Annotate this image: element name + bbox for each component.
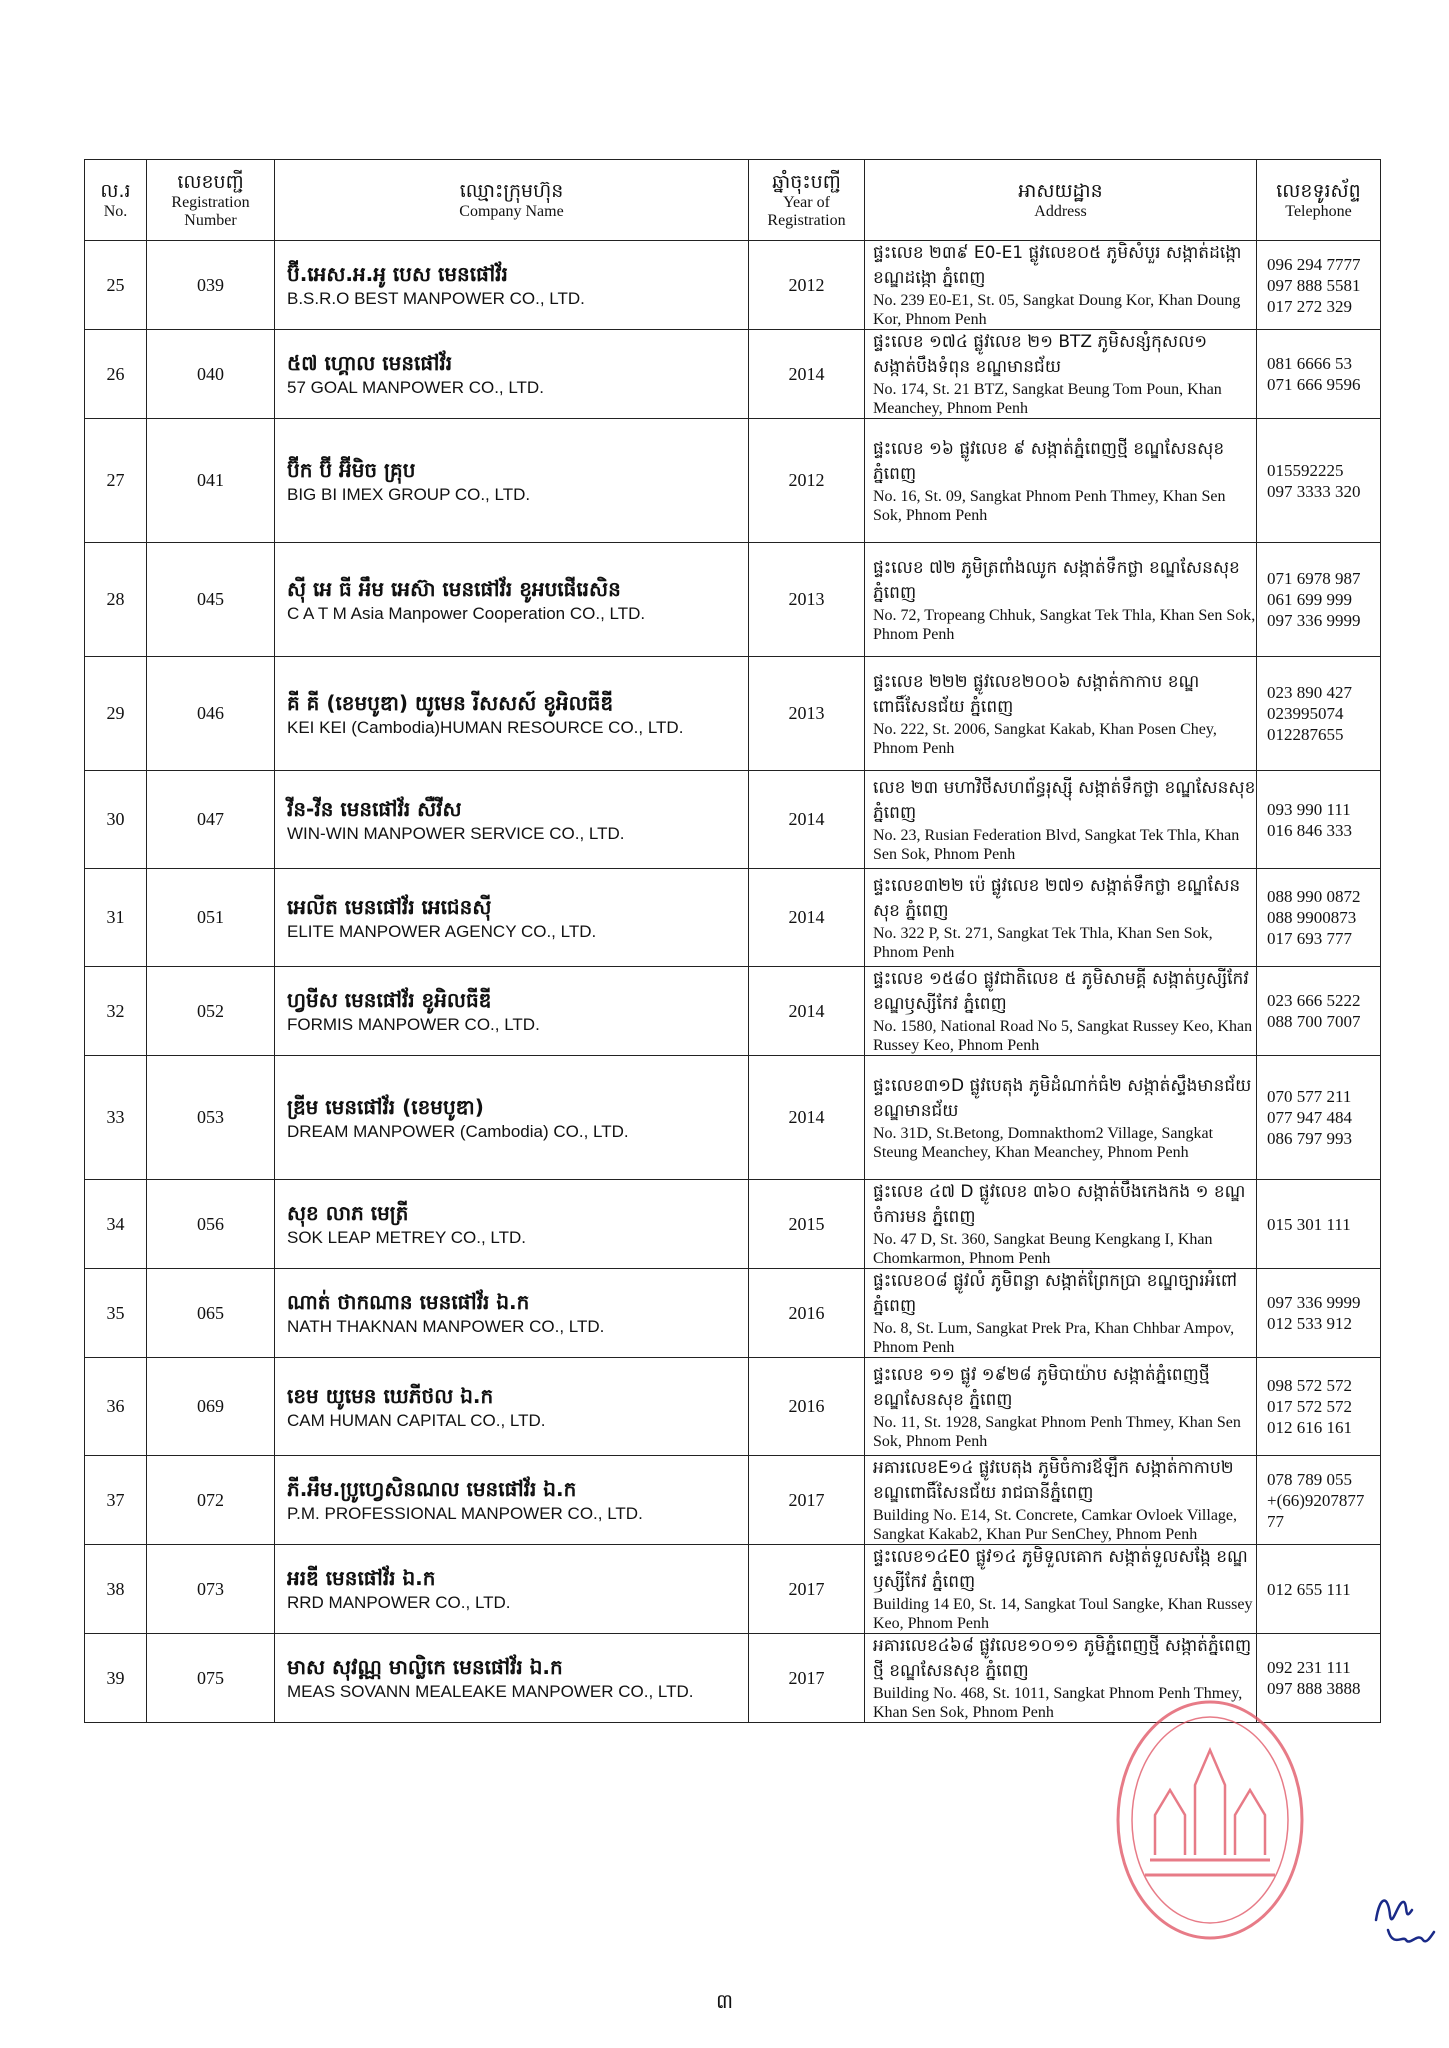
- registration-year: 2012: [749, 419, 865, 543]
- address-en: Building No. E14, St. Concrete, Camkar Ovloek Village, Sangkat Kakab2, Khan Pur SenChey, Phnom Penh: [873, 1507, 1238, 1543]
- company-name-en: B.S.R.O BEST MANPOWER CO., LTD.: [287, 289, 585, 308]
- address-cell: [865, 543, 1257, 657]
- row-number: 37: [85, 1456, 147, 1545]
- row-number: 29: [85, 657, 147, 771]
- row-number: 26: [85, 330, 147, 419]
- address-en: No. 47 D, St. 360, Sangkat Beung Kengkang I, Khan Chomkarmon, Phnom Penh: [873, 1231, 1213, 1267]
- address-km: ផ្ទះលេខ ២៣៩ E0-E1 ផ្លូវលេខ០៥ ភូមិសំបួរ សង្កាត់ដង្កោ ខណ្ឌដង្កោ ភ្នំពេញ: [873, 243, 1242, 288]
- table-row: [85, 1269, 1381, 1358]
- address-en: Building No. 468, St. 1011, Sangkat Phnom Penh Thmey, Khan Sen Sok, Phnom Penh: [873, 1685, 1243, 1721]
- address-cell: [865, 419, 1257, 543]
- address-en: No. 239 E0-E1, St. 05, Sangkat Doung Kor, Khan Doung Kor, Phnom Penh: [873, 292, 1241, 328]
- telephone-cell: 093 990 111 016 846 333: [1257, 771, 1381, 869]
- address-km: ផ្ទះលេខ ១១ ផ្លូវ ១៩២៨ ភូមិបាយ៉ាប សង្កាត់ភ្នំពេញថ្មី ខណ្ឌសែនសុខ ភ្នំពេញ: [873, 1364, 1210, 1410]
- address-cell: [865, 330, 1257, 419]
- table-row: [85, 1180, 1381, 1269]
- registration-number: 047: [147, 771, 275, 869]
- address-km: ផ្ទះលេខ៣២២ ប៉េ ផ្លូវលេខ ២៧១ សង្កាត់ទឹកថ្លា ខណ្ឌសែនសុខ ភ្នំពេញ: [873, 875, 1241, 921]
- company-name-en: SOK LEAP METREY CO., LTD.: [287, 1228, 527, 1247]
- company-name-km: ប៊ី.អេស.អ.អូ បេស មេនផៅវ័រ: [287, 262, 508, 286]
- col-registration-header: លេខបញ្ជី Registration Number: [147, 160, 275, 241]
- address-en: No. 72, Tropeang Chhuk, Sangkat Tek Thla, Khan Sen Sok, Phnom Penh: [873, 606, 1256, 643]
- registration-year: 2014: [749, 330, 865, 419]
- company-name-en: FORMIS MANPOWER CO., LTD.: [287, 1015, 540, 1034]
- address-en: No. 16, St. 09, Sangkat Phnom Penh Thmey, Khan Sen Sok, Phnom Penh: [873, 487, 1226, 524]
- company-name-en: NATH THAKNAN MANPOWER CO., LTD.: [287, 1317, 605, 1336]
- telephone-cell: 078 789 055 +(66)9207877 77: [1257, 1456, 1381, 1545]
- address-en: No. 31D, St.Betong, Domnakthom2 Village, Sangkat Steung Meanchey, Khan Meanchey, Phnom Penh: [873, 1124, 1214, 1161]
- company-name-km: វីន-វីន មេនផៅវ័រ សឺវីស: [287, 796, 462, 821]
- address-km: អគារលេខE១៤ ផ្លូវបេតុង ភូមិចំការឪឡឹក សង្កាត់កាកាប២ ខណ្ឌពោធិ៍សែនជ័យ រាជធានីភ្នំពេញ: [873, 1458, 1234, 1503]
- company-name-cell: [275, 869, 749, 967]
- company-name-cell: [275, 657, 749, 771]
- row-number: 36: [85, 1358, 147, 1456]
- registration-year: 2013: [749, 543, 865, 657]
- address-km: ផ្ទះលេខ ១៦ ផ្លូវលេខ ៩ សង្កាត់ភ្នំពេញថ្មី ខណ្ឌសែនសុខ ភ្នំពេញ: [873, 438, 1225, 484]
- company-name-en: WIN-WIN MANPOWER SERVICE CO., LTD.: [287, 823, 625, 843]
- company-name-cell: [275, 1269, 749, 1358]
- signature: [1368, 1880, 1438, 1955]
- registration-number: 056: [147, 1180, 275, 1269]
- company-name-cell: [275, 543, 749, 657]
- registration-year: 2017: [749, 1545, 865, 1634]
- row-number: 28: [85, 543, 147, 657]
- address-en: No. 23, Rusian Federation Blvd, Sangkat Tek Thla, Khan Sen Sok, Phnom Penh: [873, 826, 1240, 863]
- company-name-cell: [275, 241, 749, 330]
- row-number: 30: [85, 771, 147, 869]
- company-name-cell: [275, 771, 749, 869]
- company-name-km: ប៊ីក ប៊ី អ៊ីមិច គ្រុប: [287, 457, 416, 482]
- registration-year: 2014: [749, 1056, 865, 1180]
- address-km: លេខ ២៣ មហាវិថីសហព័ន្ធរុស្ស៊ី សង្កាត់ទឹកថ្លា ខណ្ឌសែនសុខ ភ្នំពេញ: [873, 777, 1256, 823]
- address-en: No. 8, St. Lum, Sangkat Prek Pra, Khan Chhbar Ampov, Phnom Penh: [873, 1320, 1235, 1356]
- telephone-cell: 023 666 5222 088 700 7007: [1257, 967, 1381, 1056]
- registration-year: 2017: [749, 1634, 865, 1723]
- address-cell: [865, 1456, 1257, 1545]
- official-seal-stamp: [1110, 1695, 1310, 1945]
- telephone-cell: 097 336 9999 012 533 912: [1257, 1269, 1381, 1358]
- registration-year: 2015: [749, 1180, 865, 1269]
- table-row: [85, 1545, 1381, 1634]
- address-cell: [865, 967, 1257, 1056]
- registration-year: 2012: [749, 241, 865, 330]
- address-en: No. 11, St. 1928, Sangkat Phnom Penh Thmey, Khan Sen Sok, Phnom Penh: [873, 1413, 1241, 1450]
- registration-year: 2013: [749, 657, 865, 771]
- table-row: [85, 419, 1381, 543]
- col-no-header: ល.រ No.: [85, 160, 147, 241]
- company-name-en: CAM HUMAN CAPITAL CO., LTD.: [287, 1410, 546, 1430]
- address-km: ផ្ទះលេខ ៧២ ភូមិត្រពាំងឈូក សង្កាត់ទឹកថ្លា ខណ្ឌសែនសុខ ភ្នំពេញ: [873, 557, 1240, 603]
- address-km: ផ្ទះលេខ៣១D ផ្លូវបេតុង ភូមិដំណាក់ធំ២ សង្កាត់ស្ទឹងមានជ័យ ខណ្ឌមានជ័យ: [873, 1075, 1252, 1121]
- company-name-cell: [275, 330, 749, 419]
- company-name-cell: [275, 1180, 749, 1269]
- col-year-header: ឆ្នាំចុះបញ្ជី Year of Registration: [749, 160, 865, 241]
- address-cell: [865, 657, 1257, 771]
- telephone-cell: 081 6666 53 071 666 9596: [1257, 330, 1381, 419]
- company-name-km: អរឌី មេនផៅវ័រ ឯ.ក: [287, 1566, 436, 1590]
- registration-number: 052: [147, 967, 275, 1056]
- table-row: [85, 869, 1381, 967]
- telephone-cell: 098 572 572 017 572 572 012 616 161: [1257, 1358, 1381, 1456]
- company-name-cell: [275, 1545, 749, 1634]
- row-number: 32: [85, 967, 147, 1056]
- address-km: ផ្ទះលេខ ១៥៨០ ផ្លូវជាតិលេខ ៥ ភូមិសាមគ្គី សង្កាត់ឫស្សីកែវ ខណ្ឌឫស្សីកែវ ភ្នំពេញ: [873, 969, 1249, 1014]
- registration-number: 046: [147, 657, 275, 771]
- company-name-en: MEAS SOVANN MEALEAKE MANPOWER CO., LTD.: [287, 1682, 694, 1701]
- address-cell: [865, 241, 1257, 330]
- telephone-cell: 092 231 111 097 888 3888: [1257, 1634, 1381, 1723]
- address-cell: [865, 1545, 1257, 1634]
- company-name-km: ហ្វមីស មេនផៅវ័រ ខូអិលធីឌី: [287, 988, 492, 1012]
- company-registry-table: [84, 159, 1381, 1723]
- registration-year: 2014: [749, 771, 865, 869]
- table-row: [85, 1456, 1381, 1545]
- col-company-header: ឈ្មោះក្រុមហ៊ុន Company Name: [275, 160, 749, 241]
- company-name-cell: [275, 1456, 749, 1545]
- address-en: No. 222, St. 2006, Sangkat Kakab, Khan Posen Chey, Phnom Penh: [873, 720, 1217, 757]
- address-km: អគារលេខ៤៦៨ ផ្លូវលេខ១០១១ ភូមិភ្នំពេញថ្មី សង្កាត់ភ្នំពេញថ្មី ខណ្ឌសែនសុខ ភ្នំពេញ: [873, 1636, 1252, 1681]
- company-name-km: ឌ្រីម មេនផៅវ័រ (ខេមបូឌា): [287, 1094, 484, 1119]
- company-name-en: C A T M Asia Manpower Cooperation CO., LTD.: [287, 603, 646, 623]
- table-row: [85, 1056, 1381, 1180]
- table-row: [85, 657, 1381, 771]
- company-name-km: អេលីត មេនផៅវ័រ អេជេនស៊ី: [287, 894, 492, 919]
- address-km: ផ្ទះលេខ ២២២ ផ្លូវលេខ២០០៦ សង្កាត់កាកាប ខណ្ឌពោធិ៍សែនជ័យ ភ្នំពេញ: [873, 671, 1200, 717]
- registration-number: 053: [147, 1056, 275, 1180]
- address-en: No. 1580, National Road No 5, Sangkat Russey Keo, Khan Russey Keo, Phnom Penh: [873, 1018, 1253, 1054]
- address-cell: [865, 1269, 1257, 1358]
- address-km: ផ្ទះលេខ ១៧៤ ផ្លូវលេខ ២១ BTZ ភូមិសន្សំកុសល១ សង្កាត់បឹងទំពុន ខណ្ឌមានជ័យ: [873, 332, 1208, 377]
- address-en: No. 174, St. 21 BTZ, Sangkat Beung Tom Poun, Khan Meanchey, Phnom Penh: [873, 381, 1222, 417]
- company-name-km: សុខ លាភ មេត្រី: [287, 1201, 409, 1225]
- registration-year: 2014: [749, 869, 865, 967]
- row-number: 39: [85, 1634, 147, 1723]
- registration-year: 2016: [749, 1269, 865, 1358]
- address-en: Building 14 E0, St. 14, Sangkat Toul Sangke, Khan Russey Keo, Phnom Penh: [873, 1596, 1253, 1632]
- telephone-cell: 015592225 097 3333 320: [1257, 419, 1381, 543]
- registration-number: 045: [147, 543, 275, 657]
- address-km: ផ្ទះលេខ ៤៧ D ផ្លូវលេខ ៣៦០ សង្កាត់បឹងកេងកង ១ ខណ្ឌចំការមន ភ្នំពេញ: [873, 1182, 1246, 1227]
- company-name-km: មាស សុវណ្ណ មាល្លិកេ មេនផៅវ័រ ឯ.ក: [287, 1655, 563, 1679]
- registry-table-sheet: [84, 159, 1380, 1723]
- registration-number: 040: [147, 330, 275, 419]
- table-row: [85, 241, 1381, 330]
- table-row: [85, 1634, 1381, 1723]
- company-name-cell: [275, 1358, 749, 1456]
- telephone-cell: 012 655 111: [1257, 1545, 1381, 1634]
- row-number: 34: [85, 1180, 147, 1269]
- address-en: No. 322 P, St. 271, Sangkat Tek Thla, Khan Sen Sok, Phnom Penh: [873, 924, 1213, 961]
- telephone-cell: 088 990 0872 088 9900873 017 693 777: [1257, 869, 1381, 967]
- address-km: ផ្ទះលេខ១៤E0 ផ្លូវ១៤ ភូមិទួលគោក សង្កាត់ទួលសង្កែ ខណ្ឌឫស្សីកែវ ភ្នំពេញ: [873, 1547, 1248, 1592]
- table-row: [85, 967, 1381, 1056]
- registration-number: 073: [147, 1545, 275, 1634]
- row-number: 33: [85, 1056, 147, 1180]
- company-name-en: DREAM MANPOWER (Cambodia) CO., LTD.: [287, 1121, 629, 1141]
- address-cell: [865, 869, 1257, 967]
- company-name-cell: [275, 1634, 749, 1723]
- row-number: 38: [85, 1545, 147, 1634]
- table-row: [85, 543, 1381, 657]
- company-name-km: ភី.អឹម.ប្រូហ្វេសិនណល មេនផៅវ័រ ឯ.ក: [287, 1477, 577, 1501]
- registration-number: 065: [147, 1269, 275, 1358]
- registration-number: 075: [147, 1634, 275, 1723]
- company-name-en: RRD MANPOWER CO., LTD.: [287, 1593, 511, 1612]
- table-row: [85, 771, 1381, 869]
- company-name-km: ស៊ី អេ ធី អឹម អេស៊ា មេនផៅវ័រ ខូអបផើរេសិន: [287, 576, 621, 601]
- address-cell: [865, 1634, 1257, 1723]
- company-name-km: គី គី (ខេមបូឌា) យូមេន រីសសស៍ ខូអិលធីឌី: [287, 690, 614, 715]
- registration-number: 051: [147, 869, 275, 967]
- row-number: 25: [85, 241, 147, 330]
- registration-number: 069: [147, 1358, 275, 1456]
- address-cell: [865, 1056, 1257, 1180]
- registration-number: 039: [147, 241, 275, 330]
- company-name-en: 57 GOAL MANPOWER CO., LTD.: [287, 378, 544, 397]
- row-number: 31: [85, 869, 147, 967]
- telephone-cell: 023 890 427 023995074 012287655: [1257, 657, 1381, 771]
- address-cell: [865, 1358, 1257, 1456]
- company-name-en: P.M. PROFESSIONAL MANPOWER CO., LTD.: [287, 1504, 643, 1523]
- address-cell: [865, 771, 1257, 869]
- registration-number: 072: [147, 1456, 275, 1545]
- row-number: 27: [85, 419, 147, 543]
- company-name-km: ខេម យូមេន ឃេភីថល ឯ.ក: [287, 1383, 494, 1408]
- registration-number: 041: [147, 419, 275, 543]
- telephone-cell: 070 577 211 077 947 484 086 797 993: [1257, 1056, 1381, 1180]
- company-name-km: ៥៧ ហ្គោល មេនផៅវ័រ: [287, 351, 453, 375]
- telephone-cell: 096 294 7777 097 888 5581 017 272 329: [1257, 241, 1381, 330]
- company-name-en: ELITE MANPOWER AGENCY CO., LTD.: [287, 921, 597, 941]
- page-number: ៣: [715, 1989, 734, 2013]
- telephone-cell: 071 6978 987 061 699 999 097 336 9999: [1257, 543, 1381, 657]
- header-row: [85, 160, 1381, 241]
- telephone-cell: 015 301 111: [1257, 1180, 1381, 1269]
- company-name-en: KEI KEI (Cambodia)HUMAN RESOURCE CO., LTD.: [287, 717, 684, 737]
- company-name-en: BIG BI IMEX GROUP CO., LTD.: [287, 484, 531, 504]
- address-cell: [865, 1180, 1257, 1269]
- registration-year: 2016: [749, 1358, 865, 1456]
- col-telephone-header: លេខទូរស័ព្ទ Telephone: [1257, 160, 1381, 241]
- company-name-cell: [275, 1056, 749, 1180]
- col-address-header: អាសយដ្ឋាន Address: [865, 160, 1257, 241]
- table-row: [85, 330, 1381, 419]
- company-name-km: ណាត់ ថាកណាន មេនផៅវ័រ ឯ.ក: [287, 1290, 530, 1314]
- row-number: 35: [85, 1269, 147, 1358]
- address-km: ផ្ទះលេខ០៨ ផ្លូវលំ ភូមិពន្លា សង្កាត់ព្រែកប្រា ខណ្ឌច្បារអំពៅ ភ្នំពេញ: [873, 1271, 1238, 1316]
- registration-year: 2014: [749, 967, 865, 1056]
- registration-year: 2017: [749, 1456, 865, 1545]
- company-name-cell: [275, 419, 749, 543]
- table-row: [85, 1358, 1381, 1456]
- company-name-cell: [275, 967, 749, 1056]
